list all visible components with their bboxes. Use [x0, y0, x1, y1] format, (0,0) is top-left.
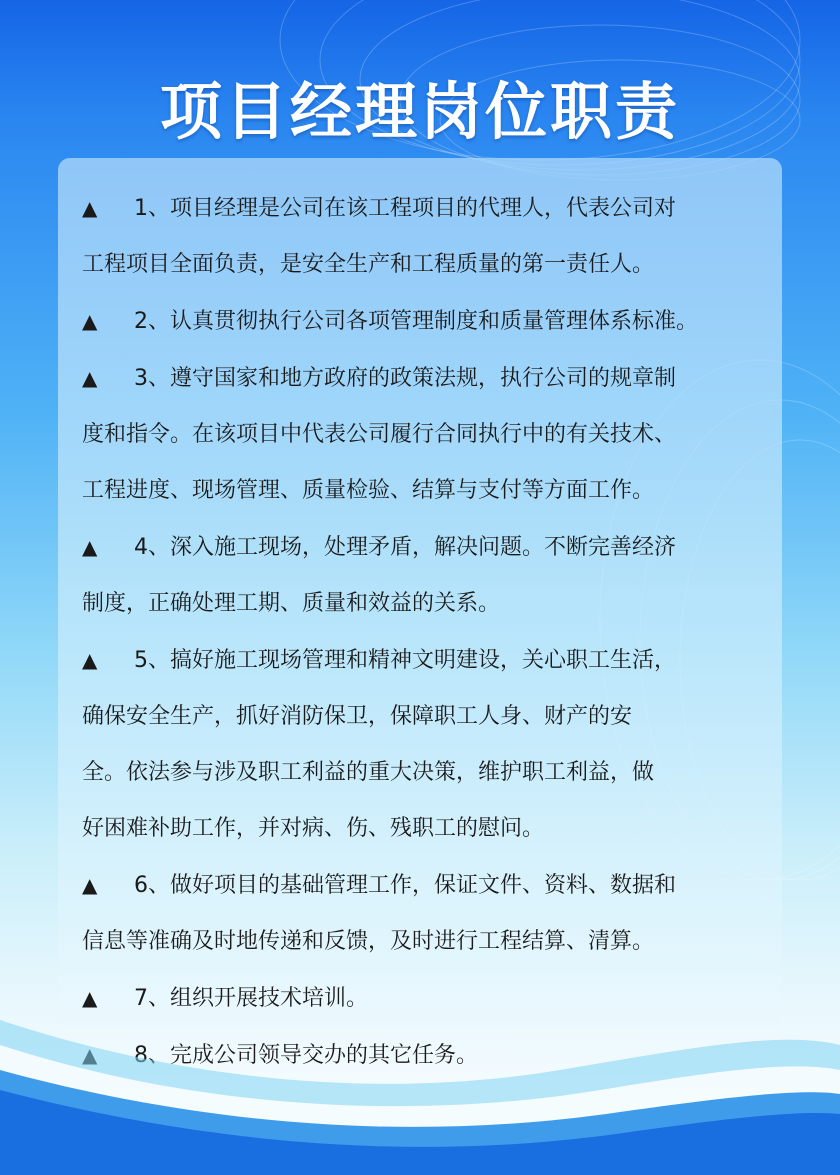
duty-text: 5、搞好施工现场管理和精神文明建设，关心职工生活， — [134, 648, 676, 673]
duty-item-line — [82, 576, 772, 632]
duty-text: 确保安全生产，抓好消防保卫，保障职工人身、财产的安 — [82, 704, 633, 729]
triangle-bullet-icon: ▲ — [82, 648, 98, 672]
duty-text: 信息等准确及时地传递和反馈，及时进行工程结算、清算。 — [82, 929, 655, 954]
duty-item-line — [82, 745, 772, 801]
duty-text: 1、项目经理是公司在该工程项目的代理人，代表公司对 — [134, 196, 676, 221]
duty-item-line — [82, 407, 772, 463]
duty-text: 7、组织开展技术培训。 — [134, 986, 368, 1011]
duty-text: 好困难补助工作，并对病、伤、残职工的慰问。 — [82, 816, 545, 841]
triangle-bullet-icon: ▲ — [82, 309, 98, 333]
duties-list — [82, 180, 772, 1084]
duty-item-line — [82, 237, 772, 293]
triangle-bullet-icon: ▲ — [82, 366, 98, 390]
triangle-bullet-icon: ▲ — [82, 986, 98, 1010]
duty-text: 工程进度、现场管理、质量检验、结算与支付等方面工作。 — [82, 478, 655, 503]
duty-item-line-first — [82, 293, 772, 350]
duty-text: 8、完成公司领导交办的其它任务。 — [134, 1043, 478, 1068]
duty-text: 全。依法参与涉及职工利益的重大决策，维护职工利益，做 — [82, 760, 655, 785]
triangle-bullet-icon: ▲ — [82, 196, 98, 220]
duty-text: 制度，正确处理工期、质量和效益的关系。 — [82, 591, 501, 616]
duty-item-line-first — [82, 857, 772, 914]
duty-item-line-first — [82, 632, 772, 689]
duty-item-line — [82, 914, 772, 970]
duty-text: 6、做好项目的基础管理工作，保证文件、资料、数据和 — [134, 873, 676, 898]
duty-text: 工程项目全面负责，是安全生产和工程质量的第一责任人。 — [82, 252, 655, 277]
page-title: 项目经理岗位职责 — [159, 75, 680, 148]
duty-item-line-first — [82, 180, 772, 237]
duty-item-line-first — [82, 350, 772, 407]
duty-item-line — [82, 689, 772, 745]
duty-text: 度和指令。在该项目中代表公司履行合同执行中的有关技术、 — [82, 422, 677, 447]
triangle-bullet-icon: ▲ — [82, 535, 98, 559]
duty-item-line — [82, 801, 772, 857]
duty-text: 2、认真贯彻执行公司各项管理制度和质量管理体系标准。 — [134, 309, 698, 334]
decorative-waves — [0, 990, 840, 1175]
duty-item-line — [82, 463, 772, 519]
duty-text: 4、深入施工现场，处理矛盾，解决问题。不断完善经济 — [134, 535, 676, 560]
triangle-bullet-icon: ▲ — [82, 873, 98, 897]
duty-text: 3、遵守国家和地方政府的政策法规，执行公司的规章制 — [134, 366, 676, 391]
duty-item-line-first — [82, 519, 772, 576]
